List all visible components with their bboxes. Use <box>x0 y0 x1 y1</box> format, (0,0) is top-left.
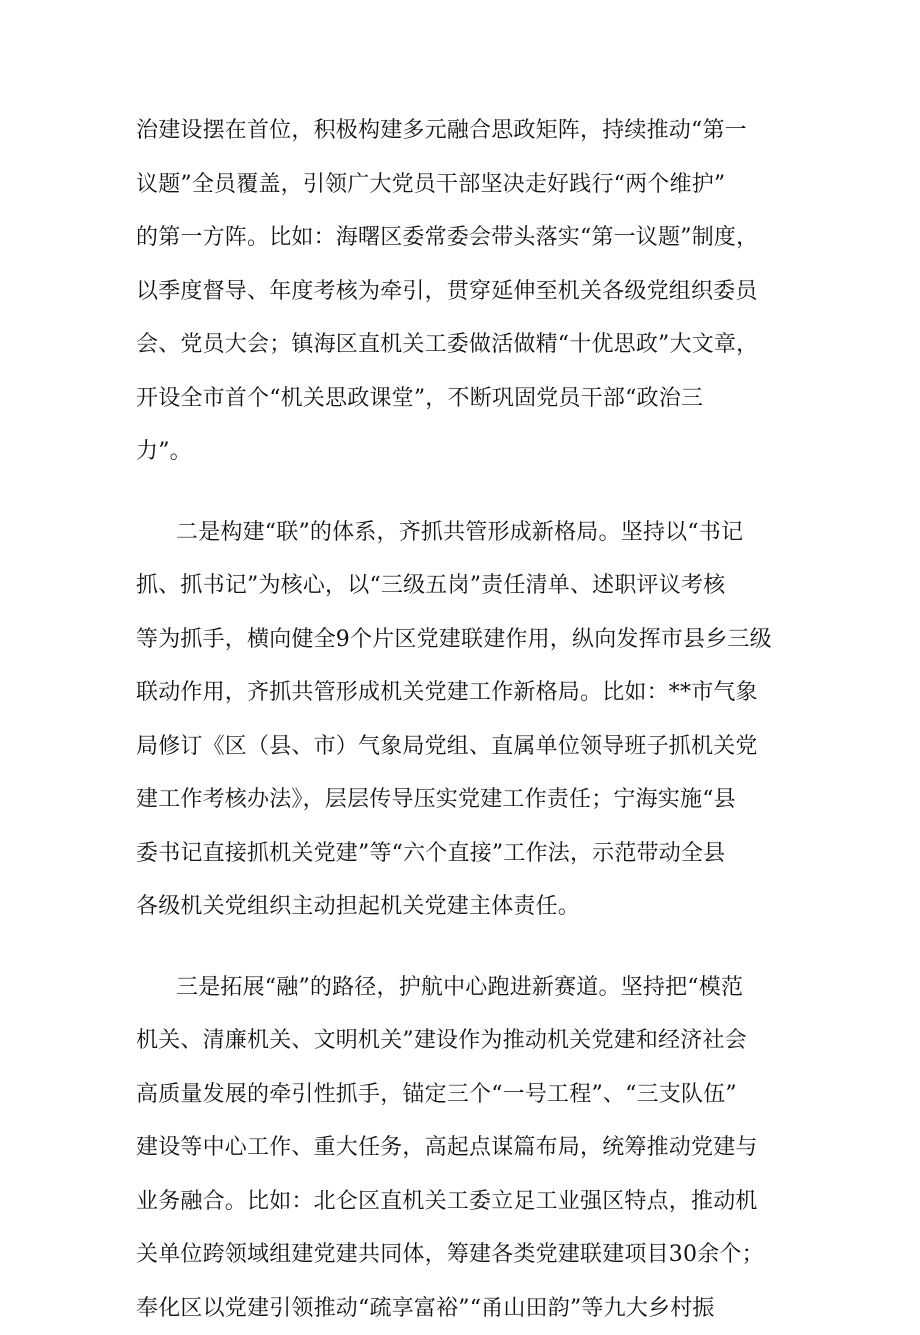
text-line: 会、党员大会；镇海区直机关工委做活做精“十优思政”大文章， <box>136 318 796 372</box>
paragraph-spacer <box>136 479 796 506</box>
text-line: 高质量发展的牵引性抓手，锚定三个“一号工程”、“三支队伍” <box>136 1068 796 1122</box>
text-line: 议题”全员覆盖，引领广大党员干部坚决走好践行“两个维护” <box>136 158 796 212</box>
text-line: 局修订《区（县、市）气象局党组、直属单位领导班子抓机关党 <box>136 720 796 774</box>
text-line: 各级机关党组织主动担起机关党建主体责任。 <box>136 880 796 934</box>
text-line: 业务融合。比如：北仑区直机关工委立足工业强区特点，推动机 <box>136 1175 796 1229</box>
text-line: 机关、清廉机关、文明机关”建设作为推动机关党建和经济社会 <box>136 1014 796 1068</box>
text-line-first: 三是拓展“融”的路径，护航中心跑进新赛道。坚持把“模范 <box>136 961 796 1015</box>
paragraph-2 <box>136 506 796 934</box>
text-line: 开设全市首个“机关思政课堂”，不断巩固党员干部“政治三 <box>136 372 796 426</box>
paragraph-spacer <box>136 934 796 961</box>
text-line: 建设等中心工作、重大任务，高起点谋篇布局，统筹推动党建与 <box>136 1121 796 1175</box>
text-line-first: 二是构建“联”的体系，齐抓共管形成新格局。坚持以“书记 <box>136 506 796 560</box>
text-line: 以季度督导、年度考核为牵引，贯穿延伸至机关各级党组织委员 <box>136 265 796 319</box>
text-line: 委书记直接抓机关党建”等“六个直接”工作法，示范带动全县 <box>136 827 796 881</box>
text-line: 关单位跨领域组建党建共同体，筹建各类党建联建项目30余个； <box>136 1228 796 1282</box>
text-line: 等为抓手，横向健全9个片区党建联建作用，纵向发挥市县乡三级 <box>136 613 796 667</box>
paragraph-1 <box>136 104 796 479</box>
text-line: 联动作用，齐抓共管形成机关党建工作新格局。比如：**市气象 <box>136 666 796 720</box>
text-line: 力”。 <box>136 425 796 479</box>
text-line: 奉化区以党建引领推动“疏享富裕”“甬山田韵”等九大乡村振 <box>136 1282 796 1335</box>
text-line: 抓、抓书记”为核心，以“三级五岗”责任清单、述职评议考核 <box>136 559 796 613</box>
paragraph-3 <box>136 961 796 1335</box>
document-body <box>136 104 796 1335</box>
text-line: 的第一方阵。比如：海曙区委常委会带头落实“第一议题”制度， <box>136 211 796 265</box>
text-line: 建工作考核办法》，层层传导压实党建工作责任；宁海实施“县 <box>136 773 796 827</box>
text-line: 治建设摆在首位，积极构建多元融合思政矩阵，持续推动“第一 <box>136 104 796 158</box>
